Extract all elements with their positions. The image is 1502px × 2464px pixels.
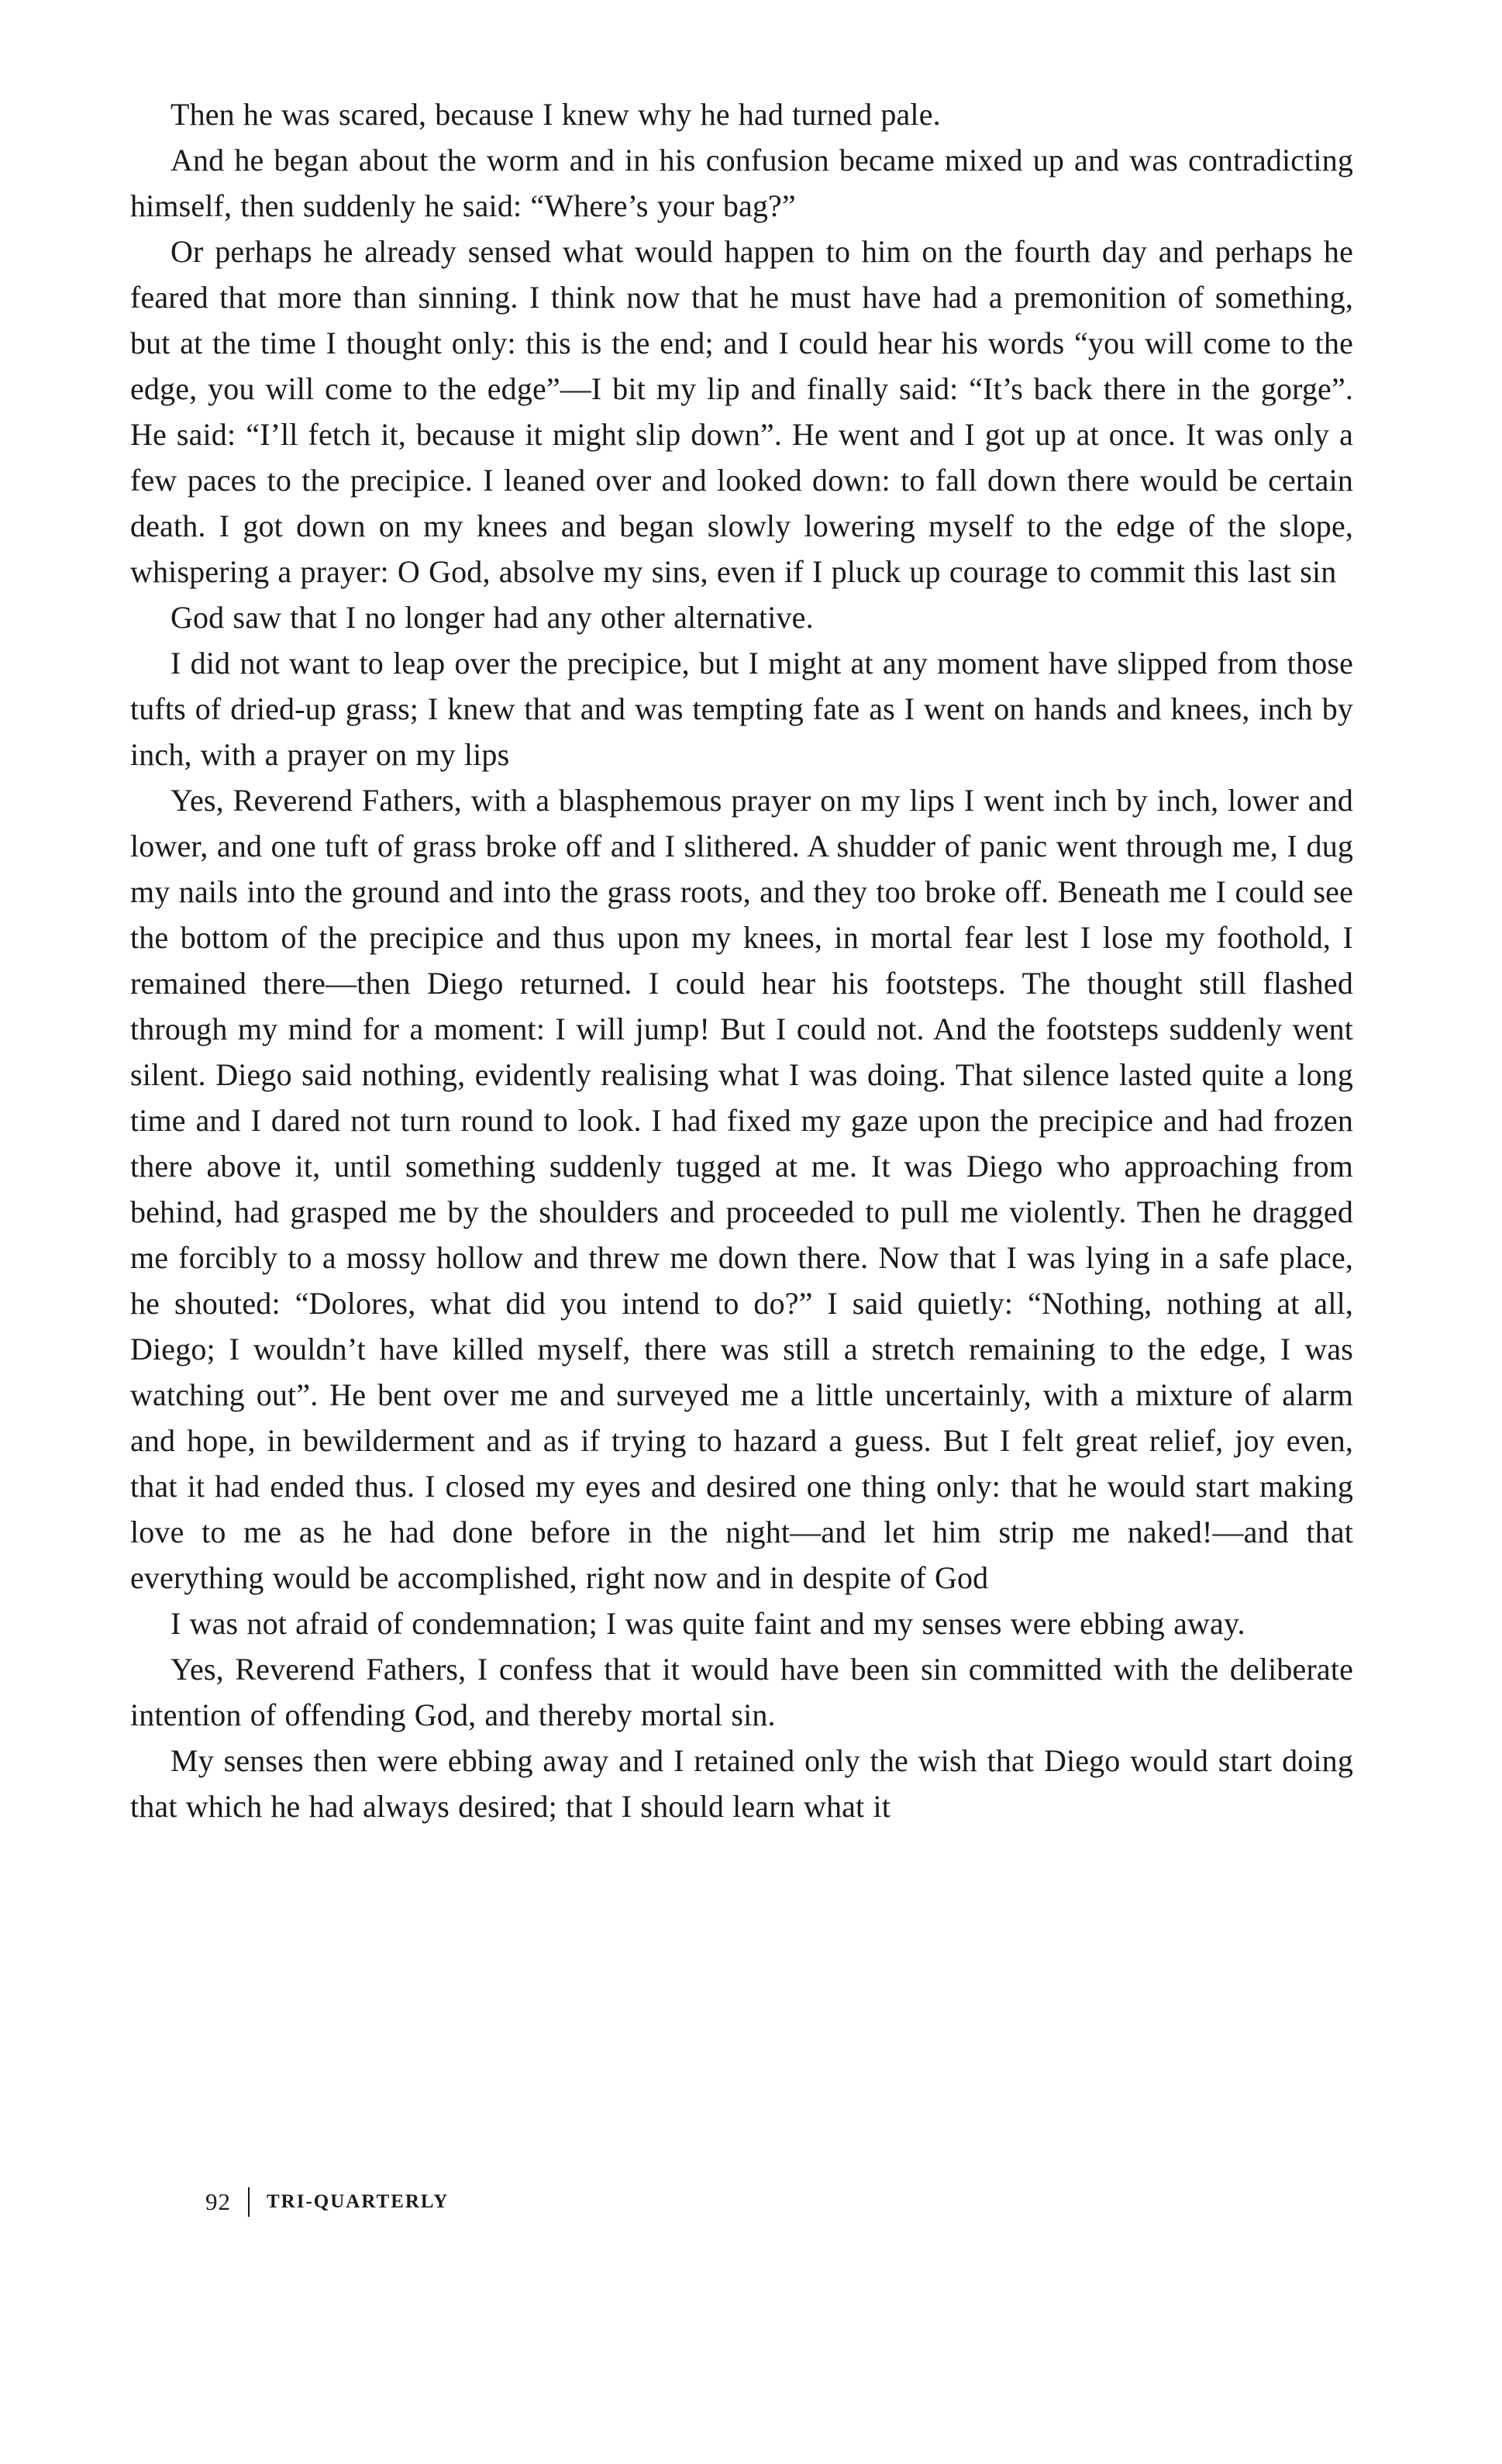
paragraph-1: Then he was scared, because I knew why he had turned pale.: [171, 97, 941, 132]
paragraph-5: I did not want to leap over the precipice, but I might at any moment have slipped from those tufts of dried-up grass; I knew that and was tempting fate as I went on hands and knees, inch by inch, with a prayer on my lips: [130, 646, 1353, 772]
paragraph-6: Yes, Reverend Fathers, with a blasphemous prayer on my lips I went inch by inch, lower and lower, and one tuft of grass broke off and I slithered. A shudder of panic went through me, I dug my nails into the ground and into the grass roots, and they too broke off. Beneath me I could see the bottom of the precipice and thus upon my knees, in mortal fear lest I lose my foothold, I remained there—then Diego returned. I could hear his footsteps. The thought still flashed through my mind for a moment: I will jump! But I could not. And the footsteps suddenly went silent. Diego said nothing, evidently realising what I was doing. That silence lasted quite a long time and I dared not turn round to look. I had fixed my gaze upon the precipice and had frozen there above it, until something suddenly tugged at me. It was Diego who approaching from behind, had grasped me by the shoulders and proceeded to pull me violently. Then he dragged me forcibly to a mossy hollow and threw me down there. Now that I was lying in a safe place, he shouted: “Dolores, what did you intend to do?” I said quietly: “Nothing, nothing at all, Diego; I wouldn’t have killed myself, there was still a stretch remaining to the edge, I was watching out”. He bent over me and surveyed me a little uncertainly, with a mixture of alarm and hope, in bewilderment and as if trying to hazard a guess. But I felt great relief, joy even, that it had ended thus. I closed my eyes and desired one thing only: that he would start making love to me as he had done before in the night—and let him strip me naked!—and that everything would be accomplished, right now and in despite of God: [130, 783, 1353, 1595]
journal-title: TRI-QUARTERLY: [267, 2191, 450, 2212]
paragraph-8: Yes, Reverend Fathers, I confess that it would have been sin committed with the deliberate intention of offending God, and thereby mortal sin.: [130, 1652, 1353, 1732]
paragraph-4: God saw that I no longer had any other alternative.: [171, 600, 814, 635]
paragraph-9: My senses then were ebbing away and I retained only the wish that Diego would start doing that which he had always desired; that I should learn what it: [130, 1743, 1353, 1824]
paragraph-2: And he began about the worm and in his confusion became mixed up and was contradicting himself, then suddenly he said: “Where’s your bag?”: [130, 143, 1353, 223]
footer-divider: [248, 2187, 250, 2217]
page-footer: [205, 2187, 449, 2217]
page-body: [130, 91, 1353, 1829]
page-number: 92: [205, 2188, 231, 2215]
paragraph-7: I was not afraid of condemnation; I was quite faint and my senses were ebbing away.: [171, 1606, 1245, 1641]
paragraph-3: Or perhaps he already sensed what would happen to him on the fourth day and perhaps he feared that more than sinning. I think now that he must have had a premonition of something, but at the time I thought only: this is the end; and I could hear his words “you will come to the edge, you will come to the edge”—I bit my lip and finally said: “It’s back there in the gorge”. He said: “I’ll fetch it, because it might slip down”. He went and I got up at once. It was only a few paces to the precipice. I leaned over and looked down: to fall down there would be certain death. I got down on my knees and began slowly lowering myself to the edge of the slope, whispering a prayer: O God, absolve my sins, even if I pluck up courage to commit this last sin: [130, 234, 1353, 589]
